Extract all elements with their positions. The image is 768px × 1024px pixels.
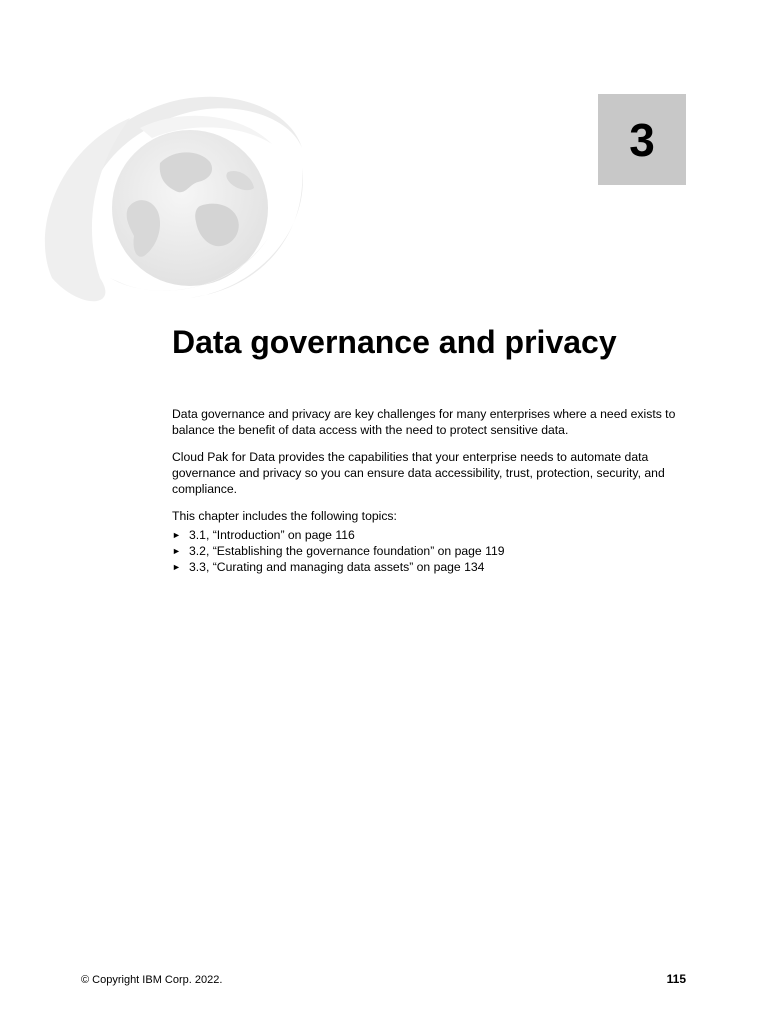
intro-paragraph-2: Cloud Pak for Data provides the capabilities that your enterprise needs to automate data governance and privacy so you can ensure data accessibility, trust, protection, security, and compliance. [172,450,665,496]
intro-paragraph-1: Data governance and privacy are key challenges for many enterprises where a need exists to balance the benefit of data access with the need to protect sensitive data. [172,407,676,437]
triangle-right-icon: ► [172,546,181,556]
topics-list [172,527,692,575]
topic-link[interactable]: 3.2, “Establishing the governance foundation” on page 119 [189,544,505,558]
topic-link[interactable]: 3.3, “Curating and managing data assets” on page 134 [189,560,485,574]
list-item[interactable] [172,543,692,559]
chapter-number: 3 [629,113,655,166]
chapter-number-box [598,94,686,185]
triangle-right-icon: ► [172,562,181,572]
copyright-notice: © Copyright IBM Corp. 2022. [81,974,223,986]
chapter-intro [172,406,692,575]
page-number: 115 [666,972,686,986]
topics-intro: This chapter includes the following topics: [172,509,397,523]
list-item[interactable] [172,559,692,575]
globe-swirl-logo [40,88,308,310]
triangle-right-icon: ► [172,530,181,540]
list-item[interactable] [172,527,692,543]
topic-link[interactable]: 3.1, “Introduction” on page 116 [189,528,355,542]
chapter-title: Data governance and privacy [172,324,617,360]
